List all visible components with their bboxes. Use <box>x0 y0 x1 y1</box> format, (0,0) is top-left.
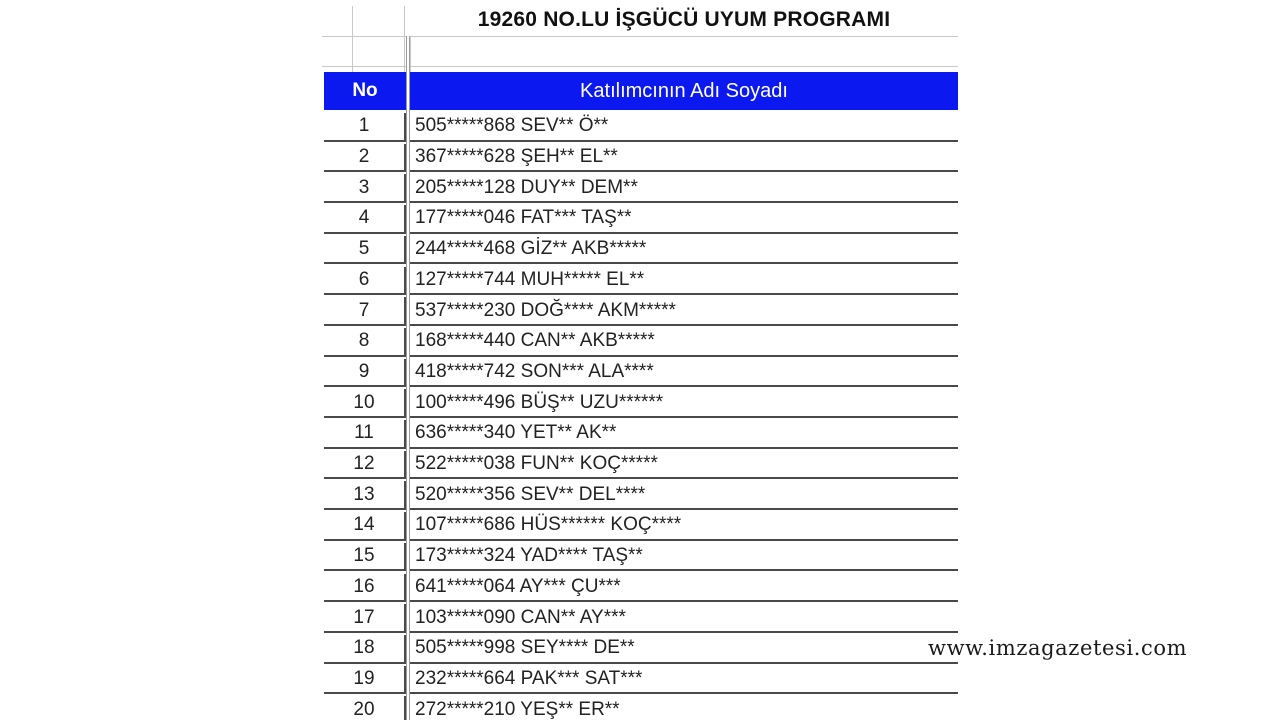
table-row <box>322 296 958 327</box>
row-number-cell: 5 <box>324 236 406 265</box>
spreadsheet-image <box>322 0 958 720</box>
participant-name-cell: 232*****664 PAK*** SAT*** <box>410 666 958 695</box>
participant-name-cell: 522*****038 FUN** KOÇ***** <box>410 451 958 480</box>
participant-name-cell: 107*****686 HÜS****** KOÇ**** <box>410 512 958 541</box>
participant-name-cell: 537*****230 DOĞ**** AKM***** <box>410 297 958 326</box>
participant-name-cell: 272*****210 YEŞ** ER** <box>410 696 958 720</box>
row-number-cell: 7 <box>324 297 406 326</box>
participant-name-cell: 367*****628 ŞEH** EL** <box>410 144 958 173</box>
participant-name-cell: 505*****998 SEY**** DE** <box>410 635 958 664</box>
row-number-cell: 17 <box>324 604 406 633</box>
table-row <box>322 419 958 450</box>
table-row <box>322 603 958 634</box>
column-header-name: Katılımcının Adı Soyadı <box>410 72 958 110</box>
row-number-cell: 1 <box>324 113 406 142</box>
table-header <box>322 72 958 110</box>
table-row <box>322 235 958 266</box>
table-row <box>322 327 958 358</box>
grid-line <box>322 36 958 37</box>
table-row <box>322 358 958 389</box>
grid-line <box>322 66 958 67</box>
row-number-cell: 15 <box>324 543 406 572</box>
row-number-cell: 4 <box>324 205 406 234</box>
table-row <box>322 112 958 143</box>
column-header-no: No <box>324 72 406 110</box>
row-number-cell: 14 <box>324 512 406 541</box>
row-number-cell: 11 <box>324 420 406 449</box>
row-number-cell: 13 <box>324 481 406 510</box>
grid-line <box>404 6 405 72</box>
participant-name-cell: 244*****468 GİZ** AKB***** <box>410 236 958 265</box>
row-number-cell: 8 <box>324 328 406 357</box>
row-number-cell: 19 <box>324 666 406 695</box>
participant-name-cell: 173*****324 YAD**** TAŞ** <box>410 543 958 572</box>
row-number-cell: 18 <box>324 635 406 664</box>
grid-line <box>352 6 353 72</box>
table-row <box>322 266 958 297</box>
table-row <box>322 634 958 665</box>
table-row <box>322 143 958 174</box>
table-row <box>322 450 958 481</box>
table-row <box>322 480 958 511</box>
participant-name-cell: 100*****496 BÜŞ** UZU****** <box>410 389 958 418</box>
participant-name-cell: 520*****356 SEV** DEL**** <box>410 481 958 510</box>
table-row <box>322 204 958 235</box>
participant-name-cell: 168*****440 CAN** AKB***** <box>410 328 958 357</box>
row-number-cell: 2 <box>324 144 406 173</box>
site-watermark: www.imzagazetesi.com <box>928 636 1188 660</box>
row-number-cell: 9 <box>324 359 406 388</box>
participant-name-cell: 205*****128 DUY** DEM** <box>410 174 958 203</box>
row-number-cell: 10 <box>324 389 406 418</box>
participant-name-cell: 636*****340 YET** AK** <box>410 420 958 449</box>
participant-name-cell: 127*****744 MUH***** EL** <box>410 267 958 296</box>
row-number-cell: 6 <box>324 267 406 296</box>
row-number-cell: 16 <box>324 574 406 603</box>
participant-name-cell: 505*****868 SEV** Ö** <box>410 113 958 142</box>
table-row <box>322 173 958 204</box>
participant-name-cell: 103*****090 CAN** AY*** <box>410 604 958 633</box>
table-row <box>322 511 958 542</box>
participant-name-cell: 177*****046 FAT*** TAŞ** <box>410 205 958 234</box>
participant-name-cell: 418*****742 SON*** ALA**** <box>410 359 958 388</box>
document-title: 19260 NO.LU İŞGÜCÜ UYUM PROGRAMI <box>477 8 891 31</box>
row-number-cell: 20 <box>324 696 406 720</box>
row-number-cell: 3 <box>324 174 406 203</box>
participant-name-cell: 641*****064 AY*** ÇU*** <box>410 574 958 603</box>
table-row <box>322 542 958 573</box>
table-row <box>322 695 958 720</box>
table-row <box>322 665 958 696</box>
table-row <box>322 388 958 419</box>
table-row <box>322 573 958 604</box>
row-number-cell: 12 <box>324 451 406 480</box>
